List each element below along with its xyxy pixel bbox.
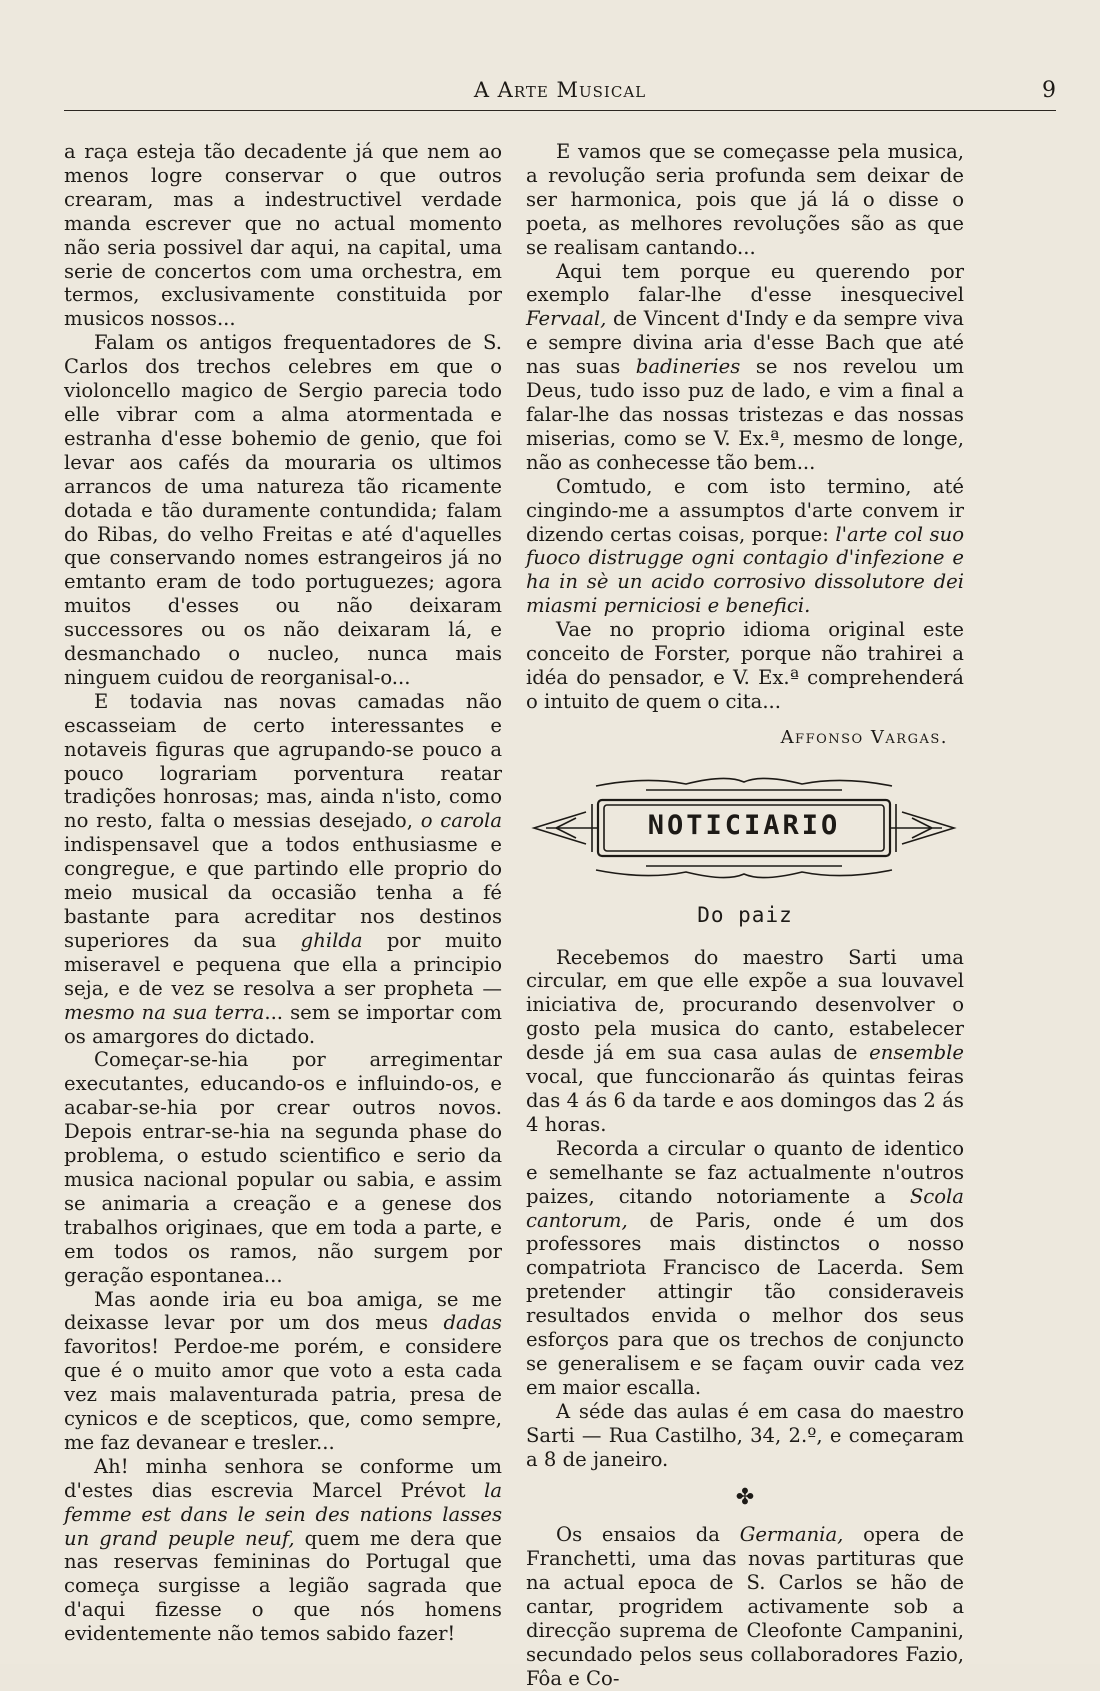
page-number: 9	[1042, 78, 1056, 103]
paragraph: Os ensaios da Germania, opera de Franchetti, uma das novas partituras que na actual epoca de S. Carlos se hão de cantar, progridem activamente sob a direcção suprema de Cleofonte Campanini, secundado pelos seus collaboradores Fazio, Fôa e Co-	[526, 1523, 964, 1690]
section-title: NOTICIARIO	[647, 809, 841, 841]
paragraph: E vamos que se começasse pela musica, a revolução seria profunda sem deixar de ser harmonica, pois que já lá o disse o poeta, as melhores revoluções são as que se realisam cantando...	[526, 140, 964, 259]
paragraph: Vae no proprio idioma original este conceito de Forster, porque não trahirei a idéa do pensador, e V. Ex.ª comprehenderá o intuito de quem o cita...	[526, 618, 964, 713]
journal-title: A Arte Musical	[473, 78, 647, 102]
paragraph: Ah! minha senhora se conforme um d'estes dias escrevia Marcel Prévot la femme est dans le sein des nations lasses un grand peuple neuf, quem me dera que nas reservas femininas do Portugal que começa surgisse a legião sagrada que d'aqui fizesse o que nós homens evidentemente não temos sabido fazer!	[64, 1454, 502, 1646]
paragraph: A séde das aulas é em casa do maestro Sarti — Rua Castilho, 34, 2.º, e começaram a 8 de janeiro.	[526, 1399, 964, 1471]
fleuron-icon: ✤	[735, 1484, 755, 1510]
paragraph: Começar-se-hia por arregimentar executantes, educando-os e influindo-os, e acabar-se-hia por crear outros novos. Depois entrar-se-hia na segunda phase do problema, o estudo scientifico e serio da musica nacional popular ou sabia, e assim se animaria a creação e a genese dos trabalhos originaes, que em toda a parte, e em todos os ramos, não surgem por geração espontanea...	[64, 1048, 502, 1287]
paragraph: a raça esteja tão decadente já que nem ao menos logre conservar o que outros crearam, mas a indestructivel verdade manda escrever que no actual momento não seria possivel dar aqui, na capital, uma serie de concertos com uma orchestra, em termos, exclusivamente constituida por musicos nossos...	[64, 140, 502, 331]
paragraph: Aqui tem porque eu querendo por exemplo falar-lhe d'esse inesquecivel Fervaal, de Vincent d'Indy e da sempre viva e sempre divina aria d'esse Bach que até nas suas badineries se nos revelou um Deus, tudo isso puz de lado, e vim a final a falar-lhe das nossas tristezas e das nossas miserias, como se V. Ex.ª, mesmo de longe, não as conhecesse tão bem...	[526, 259, 964, 474]
subsection-title: Do paiz	[697, 902, 793, 927]
paragraph: Comtudo, e com isto termino, até cingindo-me a assumptos d'arte convem ir dizendo certas coisas, porque: l'arte col suo fuoco distrugge ogni contagio d'infezione e ha in sè un acido corrosivo dissolutore dei miasmi perniciosi e benefici.	[526, 474, 964, 618]
noticiario-banner	[526, 768, 962, 888]
left-column	[64, 140, 502, 1646]
right-column	[526, 140, 964, 1691]
paragraph: Mas aonde iria eu boa amiga, se me deixasse levar por um dos meus dadas favoritos! Perdoe-me porém, e considere que é o muito amor que voto a esta cada vez mais malaventurada patria, presa de cynicos e de scepticos, que, como sempre, me faz devanear e tresler...	[64, 1287, 502, 1454]
paragraph: E todavia nas novas camadas não escasseiam de certo interessantes e notaveis figuras que agrupando-se pouco a pouco lograriam porventura reatar tradições honrosas; mas, ainda n'isto, como no resto, falta o messias desejado, o carola indispensavel que a todos enthusiasme e congregue, e que partindo elle proprio do meio musical da occasião tenha a fé bastante para acreditar nos destinos superiores da sua ghilda por muito miseravel e pequena que ella a principio seja, e de vez se resolva a ser propheta — mesmo na sua terra... sem se importar com os amargores do dictado.	[64, 689, 503, 1048]
paragraph: Recorda a circular o quanto de identico e semelhante se faz actualmente n'outros paizes, citando notoriamente a Scola cantorum, de Paris, onde é um dos professores mais distinctos o nosso compatriota Francisco de Lacerda. Sem pretender attingir tão consideraveis resultados envida o melhor dos seus esforços para que os trechos de conjuncto se generalisem e se façam ouvir cada vez em maior escalla.	[526, 1136, 964, 1399]
paragraph: Falam os antigos frequentadores de S. Carlos dos trechos celebres em que o violoncello magico de Sergio parecia todo elle vibrar com a alma atormentada e estranha d'esse bohemio de genio, que foi levar aos cafés da mouraria os ultimos arrancos de uma natureza tão ricamente dotada e tão duramente contundida; falam do Ribas, do velho Freitas e até d'aquelles que conservando nomes estrangeiros já no emtanto eram de todo portuguezes; agora muitos d'esses ou não deixaram successores ou os não deixaram lá, e desmanchado o nucleo, nunca mais ninguem cuidou de reorganisal-o...	[64, 331, 502, 689]
running-header	[64, 78, 1056, 108]
author-signature: Affonso Vargas.	[780, 726, 948, 748]
header-rule	[64, 110, 1056, 111]
paragraph: Recebemos do maestro Sarti uma circular, em que elle expõe a sua louvavel iniciativa de, procurando desenvolver o gosto pela musica do canto, estabelecer desde já em sua casa aulas de ensemble vocal, que funccionarão ás quintas feiras das 4 ás 6 da tarde e aos domingos das 2 ás 4 horas.	[526, 945, 964, 1136]
